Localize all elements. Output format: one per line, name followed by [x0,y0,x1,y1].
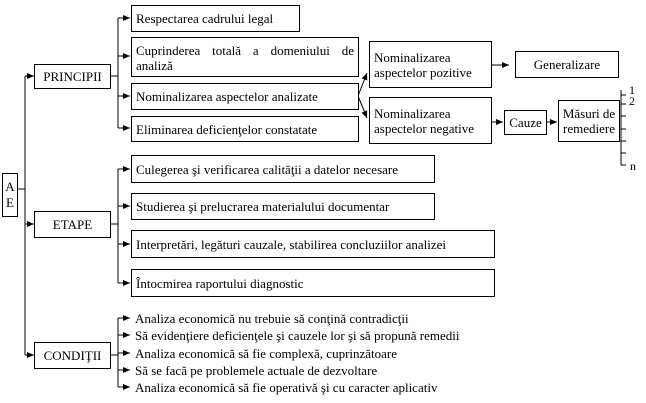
condition-item: Analiza economică să fie operativă şi cu caracter aplicativ [135,380,438,395]
stage-item-text: Interpretări, legături cauzale, stabilirea concluziilor analizei [136,236,447,252]
stage-item [131,269,495,297]
root-label-a: A [5,179,15,194]
condition-item: Să se facă pe problemele actuale de dezvoltare [135,363,378,378]
stage-item-text: Întocmirea raportului diagnostic [136,275,304,291]
conditii-node [34,342,111,369]
conditii-label: CONDIŢII [43,348,102,363]
generalize-text: Generalizare [533,57,601,72]
positive-aspects-text: Nominalizarea aspectelor pozitive [374,49,472,80]
negative-aspects-node [369,97,492,144]
scale-label-last: n [630,159,636,173]
condition-item: Analiza economică nu trebuie să conţină contradicţii [135,311,409,326]
principle-item [131,83,359,110]
root-node [2,173,18,217]
scale-label-second: 2 [629,94,635,108]
scale-label-first: 1 [629,83,635,97]
root-label-e: E [6,195,14,210]
generalize-node [515,51,619,78]
etape-label: ETAPE [52,217,93,232]
principle-item-text: Respectarea cadrului legal [136,11,274,26]
stage-item-text: Culegerea şi verificarea calităţii a datelor necesare [136,161,399,177]
stage-item [131,193,435,220]
principle-item-text: Eliminarea deficienţelor constatate [136,121,318,137]
principle-item [131,116,359,142]
stage-item [131,230,495,258]
causes-node [504,110,547,135]
stage-item [131,155,435,183]
principii-node [34,64,111,89]
causes-text: Cauze [509,115,542,130]
condition-item: Analiza economică să fie complexă, cuprinzătoare [135,346,398,361]
principle-item-text: Nominalizarea aspectelor analizate [136,89,318,104]
etape-node [34,211,111,238]
remedies-text: Măsuri de remediere [562,106,616,136]
remedies-node [558,100,620,142]
principle-item [131,5,300,32]
condition-item: Să evidenţiere deficienţele şi cauzele lor şi să propună remedii [135,328,460,343]
positive-aspects-node [369,41,492,88]
stage-item-text: Studierea şi prelucrarea materialului documentar [136,199,390,214]
principle-item [131,37,359,77]
negative-aspects-text: Nominalizarea aspectelor negative [374,105,474,136]
principii-label: PRINCIPII [43,69,102,84]
principle-item-text: Cuprinderea totală a domeniului de analiză [136,42,354,73]
